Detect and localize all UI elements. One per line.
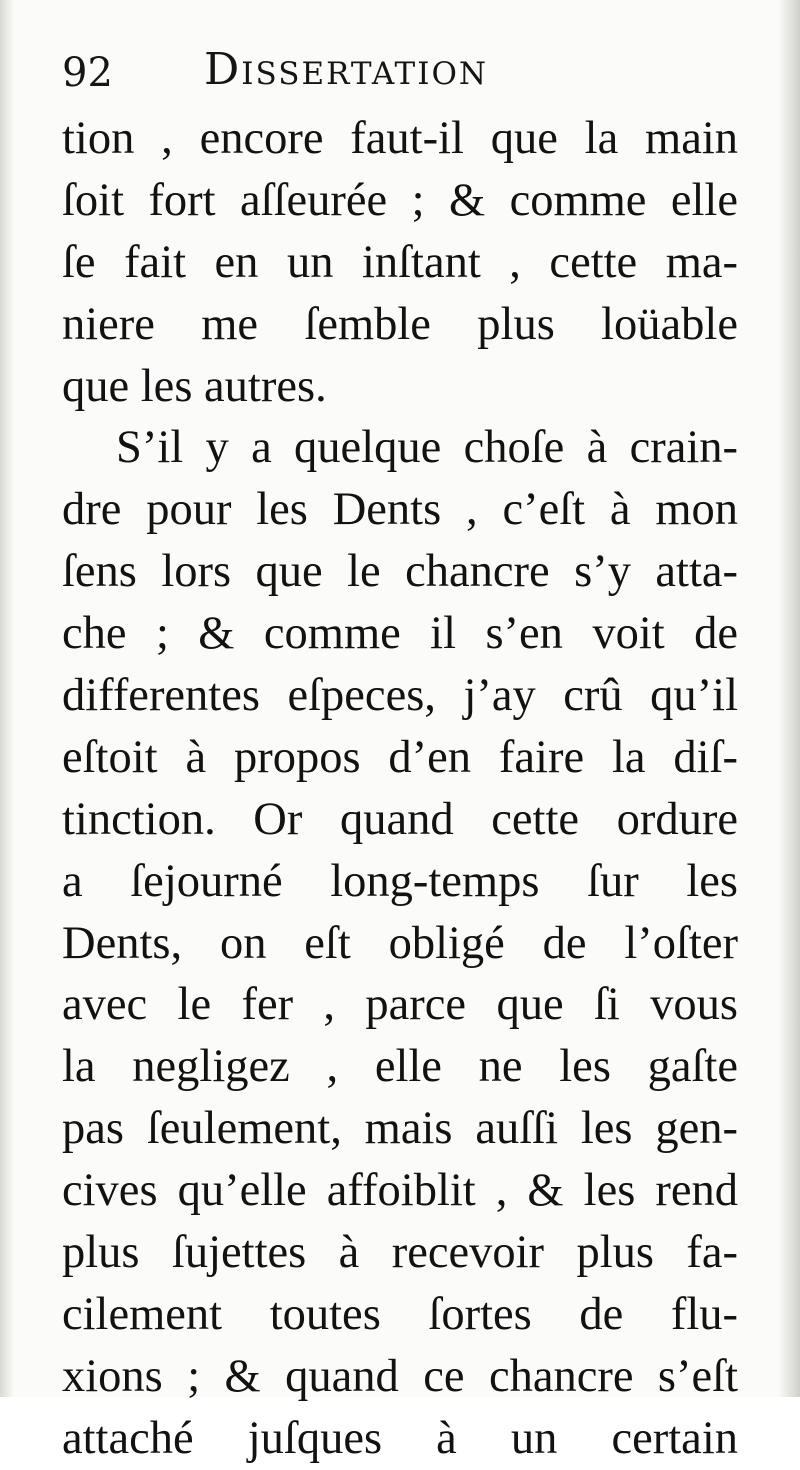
text-line: cilement toutes ſortes de flu-: [62, 1288, 738, 1340]
running-title: Dissertation: [204, 44, 489, 95]
text-line: eſtoit à propos d’en faire la diſ-: [62, 731, 738, 783]
page-header: [62, 40, 682, 100]
text-line: que les autres.: [62, 360, 327, 412]
text-line: dre pour les Dents , c’eſt à mon: [62, 484, 738, 536]
text-line: attaché juſques à un certain: [62, 1412, 738, 1464]
text-line: pas ſeulement, mais auſſi les gen-: [62, 1103, 738, 1155]
text-line: avec le fer , parce que ſi vous: [62, 979, 738, 1031]
text-line: xions ; & quand ce chancre s’eſt: [62, 1350, 738, 1402]
text-line: differentes eſpeces, j’ay crû qu’il: [62, 670, 738, 722]
page-number: 92: [62, 50, 113, 96]
text-line: che ; & comme il s’en voit de: [62, 608, 738, 660]
page-edge-shadow-left: [0, 0, 14, 1397]
body-text: [62, 108, 738, 1470]
page-edge-shadow-right: [778, 0, 800, 1397]
text-line: a ſejourné long-temps ſur les: [62, 855, 738, 907]
text-line: niere me ſemble plus loüable: [62, 298, 738, 350]
text-line: ſoit fort aſſeurée ; & comme elle: [62, 174, 738, 226]
text-line: tion , encore faut-il que la main: [62, 113, 738, 164]
text-line: plus ſujettes à recevoir plus fa-: [62, 1227, 738, 1279]
text-line: Dents, on eſt obligé de l’oſter: [62, 917, 738, 969]
text-line: cives qu’elle affoiblit , & les rend: [62, 1165, 738, 1217]
text-line: ſens lors que le chancre s’y atta-: [62, 546, 738, 598]
text-line: S’il y a quelque choſe à crain-: [116, 422, 738, 474]
text-line: la negligez , elle ne les gaſte: [62, 1041, 738, 1093]
text-line: ſe fait en un inſtant , cette ma-: [62, 236, 738, 288]
text-line: tinction. Or quand cette ordure: [62, 793, 738, 845]
